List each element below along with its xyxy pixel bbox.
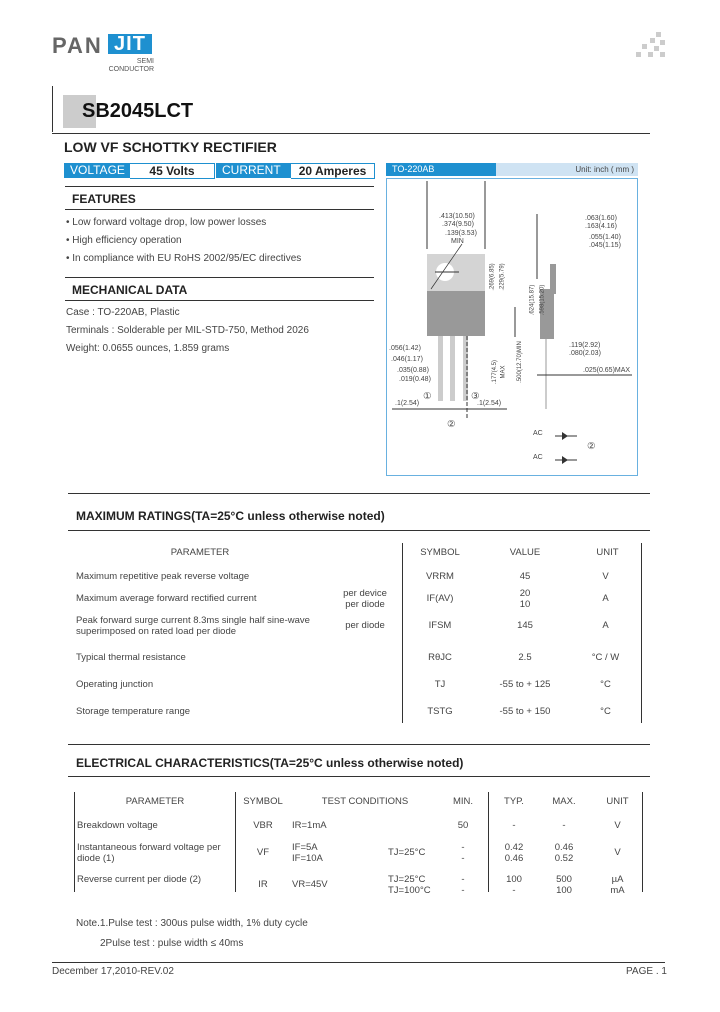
mechanical-item: Weight: 0.0655 ounces, 1.859 grams xyxy=(66,343,230,354)
dim-label: .045(1.15) xyxy=(589,242,621,249)
dim-label: .177(4.5) xyxy=(492,359,499,385)
dim-label: .119(2.92) xyxy=(569,342,601,349)
row-max: 0.46 0.52 xyxy=(554,842,574,864)
dim-label: .139(3.53) xyxy=(445,230,477,237)
row-symbol: IF(AV) xyxy=(426,593,454,604)
logo-subtitle xyxy=(102,58,154,74)
row-unit: °C / W xyxy=(591,652,620,663)
row-typ: 100 - xyxy=(506,874,522,896)
mechanical-list xyxy=(66,304,309,358)
column-header: TYP. xyxy=(504,796,524,807)
row-parameter: Peak forward surge current 8.3ms single half sine-wave superimposed on rated load per diode xyxy=(76,615,310,637)
mechanical-heading: MECHANICAL DATA xyxy=(72,283,188,297)
row-symbol: TSTG xyxy=(427,706,453,717)
row-symbol: IFSM xyxy=(428,620,452,631)
dim-label: .056(1.42) xyxy=(389,345,421,352)
row-max: 500 100 xyxy=(556,874,572,896)
row-parameter: Reverse current per diode (2) xyxy=(77,874,202,885)
row-value: -55 to + 125 xyxy=(499,679,551,690)
subtitle: LOW VF SCHOTTKY RECTIFIER xyxy=(64,139,277,155)
feature-item: • High efficiency operation xyxy=(66,235,182,246)
row-value: -55 to + 150 xyxy=(499,706,551,717)
column-header: UNIT xyxy=(596,547,619,558)
dim-label: .269(6.85) xyxy=(489,263,496,291)
current-value: 20 Amperes xyxy=(291,163,375,179)
row-min: 50 xyxy=(457,820,469,831)
row-temperature: TJ=25°C xyxy=(388,847,426,858)
row-unit: V xyxy=(614,820,621,831)
dim-label: .063(1.60) xyxy=(585,215,617,222)
row-min: - - xyxy=(461,842,465,864)
dim-label: .019(0.48) xyxy=(399,376,431,383)
row-typ: 0.42 0.46 xyxy=(504,842,524,864)
dim-label: .413(10.50) xyxy=(439,213,475,220)
row-parameter: Typical thermal resistance xyxy=(76,652,186,663)
column-header: VALUE xyxy=(509,547,541,558)
package-unit: Unit: inch ( mm ) xyxy=(575,165,634,174)
corner-dots-decoration xyxy=(636,32,666,60)
row-symbol: VRRM xyxy=(426,571,454,582)
row-typ: - xyxy=(512,820,516,831)
pin-2-schematic-label: ② xyxy=(587,441,596,452)
features-heading: FEATURES xyxy=(72,192,136,206)
row-unit: °C xyxy=(600,679,611,690)
dim-label: MIN xyxy=(451,238,464,245)
column-header: SYMBOL xyxy=(243,796,283,807)
column-header: SYMBOL xyxy=(420,547,460,558)
row-condition: IF=5A IF=10A xyxy=(292,842,323,864)
features-list xyxy=(66,214,301,268)
row-parameter: Storage temperature range xyxy=(76,706,191,717)
note-2: 2Pulse test : pulse width ≤ 40ms xyxy=(100,938,244,949)
column-header: PARAMETER xyxy=(170,547,230,558)
dim-label: .1(2.54) xyxy=(395,400,420,407)
footer-page: PAGE . 1 xyxy=(626,966,667,977)
feature-item: • Low forward voltage drop, low power losses xyxy=(66,217,267,228)
feature-item: • In compliance with EU RoHS 2002/95/EC directives xyxy=(66,253,302,264)
row-symbol: VBR xyxy=(253,820,273,831)
column-header: TEST CONDITIONS xyxy=(321,796,409,807)
pin-2-label: ② xyxy=(447,419,456,430)
row-parameter: Maximum average forward rectified current xyxy=(76,593,257,604)
part-number-title: SB2045LCT xyxy=(82,100,194,122)
mechanical-item: Terminals : Solderable per MIL-STD-750, Method 2026 xyxy=(66,325,309,336)
row-parameter: Breakdown voltage xyxy=(77,820,158,831)
dim-label: .500(12.70)MIN xyxy=(516,341,523,383)
pin-1-label: ① xyxy=(423,391,432,402)
current-label: CURRENT xyxy=(216,163,291,178)
max-ratings-heading: MAXIMUM RATINGS(TA=25°C unless otherwise noted) xyxy=(76,509,385,523)
dim-label: .624(15.87) xyxy=(529,284,536,316)
column-header: MAX. xyxy=(552,796,576,807)
row-parameter: Operating junction xyxy=(76,679,154,690)
dim-label: .598(15.20) xyxy=(539,284,546,316)
note-1: Note.1.Pulse test : 300us pulse width, 1% duty cycle xyxy=(76,918,308,929)
row-unit: °C xyxy=(600,706,611,717)
dim-label: .046(1.17) xyxy=(391,356,423,363)
row-note: per diode xyxy=(345,620,385,631)
row-symbol: IR xyxy=(258,879,268,890)
dim-label: .163(4.16) xyxy=(585,223,617,230)
row-value: 45 xyxy=(519,571,531,582)
voltage-label: VOLTAGE xyxy=(64,163,130,178)
pin-3-label: ③ xyxy=(471,391,480,402)
row-value: 20 10 xyxy=(519,588,531,610)
row-condition: VR=45V xyxy=(292,879,328,890)
row-value: 2.5 xyxy=(518,652,532,663)
row-max: - xyxy=(562,820,566,831)
electrical-heading: ELECTRICAL CHARACTERISTICS(TA=25°C unless otherwise noted) xyxy=(76,756,464,770)
dim-label: .374(9.50) xyxy=(442,221,474,228)
row-condition: IR=1mA xyxy=(292,820,327,831)
footer-date: December 17,2010-REV.02 xyxy=(52,966,174,977)
row-unit: V xyxy=(614,847,621,858)
row-symbol: RθJC xyxy=(428,652,452,663)
logo-sub1: SEMI xyxy=(136,58,154,65)
column-header: MIN. xyxy=(452,796,474,807)
row-parameter: Maximum repetitive peak reverse voltage xyxy=(76,571,250,582)
dim-label: .055(1.40) xyxy=(589,234,621,241)
dim-label: .080(2.03) xyxy=(569,350,601,357)
row-temperature: TJ=25°C TJ=100°C xyxy=(388,874,431,896)
row-unit: µA mA xyxy=(610,874,625,896)
row-symbol: VF xyxy=(256,847,270,858)
row-symbol: TJ xyxy=(434,679,446,690)
mechanical-item: Case : TO-220AB, Plastic xyxy=(66,307,180,318)
row-note: per device per diode xyxy=(343,588,387,610)
row-unit: V xyxy=(602,571,609,582)
logo-pan: PAN xyxy=(52,33,103,58)
package-header xyxy=(386,163,638,176)
logo-jit: JIT xyxy=(108,34,152,54)
dim-label: .229(5.79) xyxy=(499,263,506,291)
ac-label: AC xyxy=(533,430,543,437)
voltage-value: 45 Volts xyxy=(130,163,215,179)
dim-label: .025(0.65)MAX xyxy=(583,367,631,374)
dim-label: MAX xyxy=(500,365,507,379)
column-header: PARAMETER xyxy=(125,796,185,807)
row-unit: A xyxy=(602,593,609,604)
logo-sub2: CONDUCTOR xyxy=(108,66,154,73)
package-drawing xyxy=(386,178,638,476)
row-value: 145 xyxy=(517,620,533,631)
column-header: UNIT xyxy=(606,796,629,807)
ac-label: AC xyxy=(533,454,543,461)
dim-label: .1(2.54) xyxy=(477,400,502,407)
row-min: - - xyxy=(461,874,465,896)
dim-label: .035(0.88) xyxy=(397,367,429,374)
row-parameter: Instantaneous forward voltage per diode (1) xyxy=(77,842,221,864)
row-unit: A xyxy=(602,620,609,631)
package-name: TO-220AB xyxy=(386,163,496,176)
